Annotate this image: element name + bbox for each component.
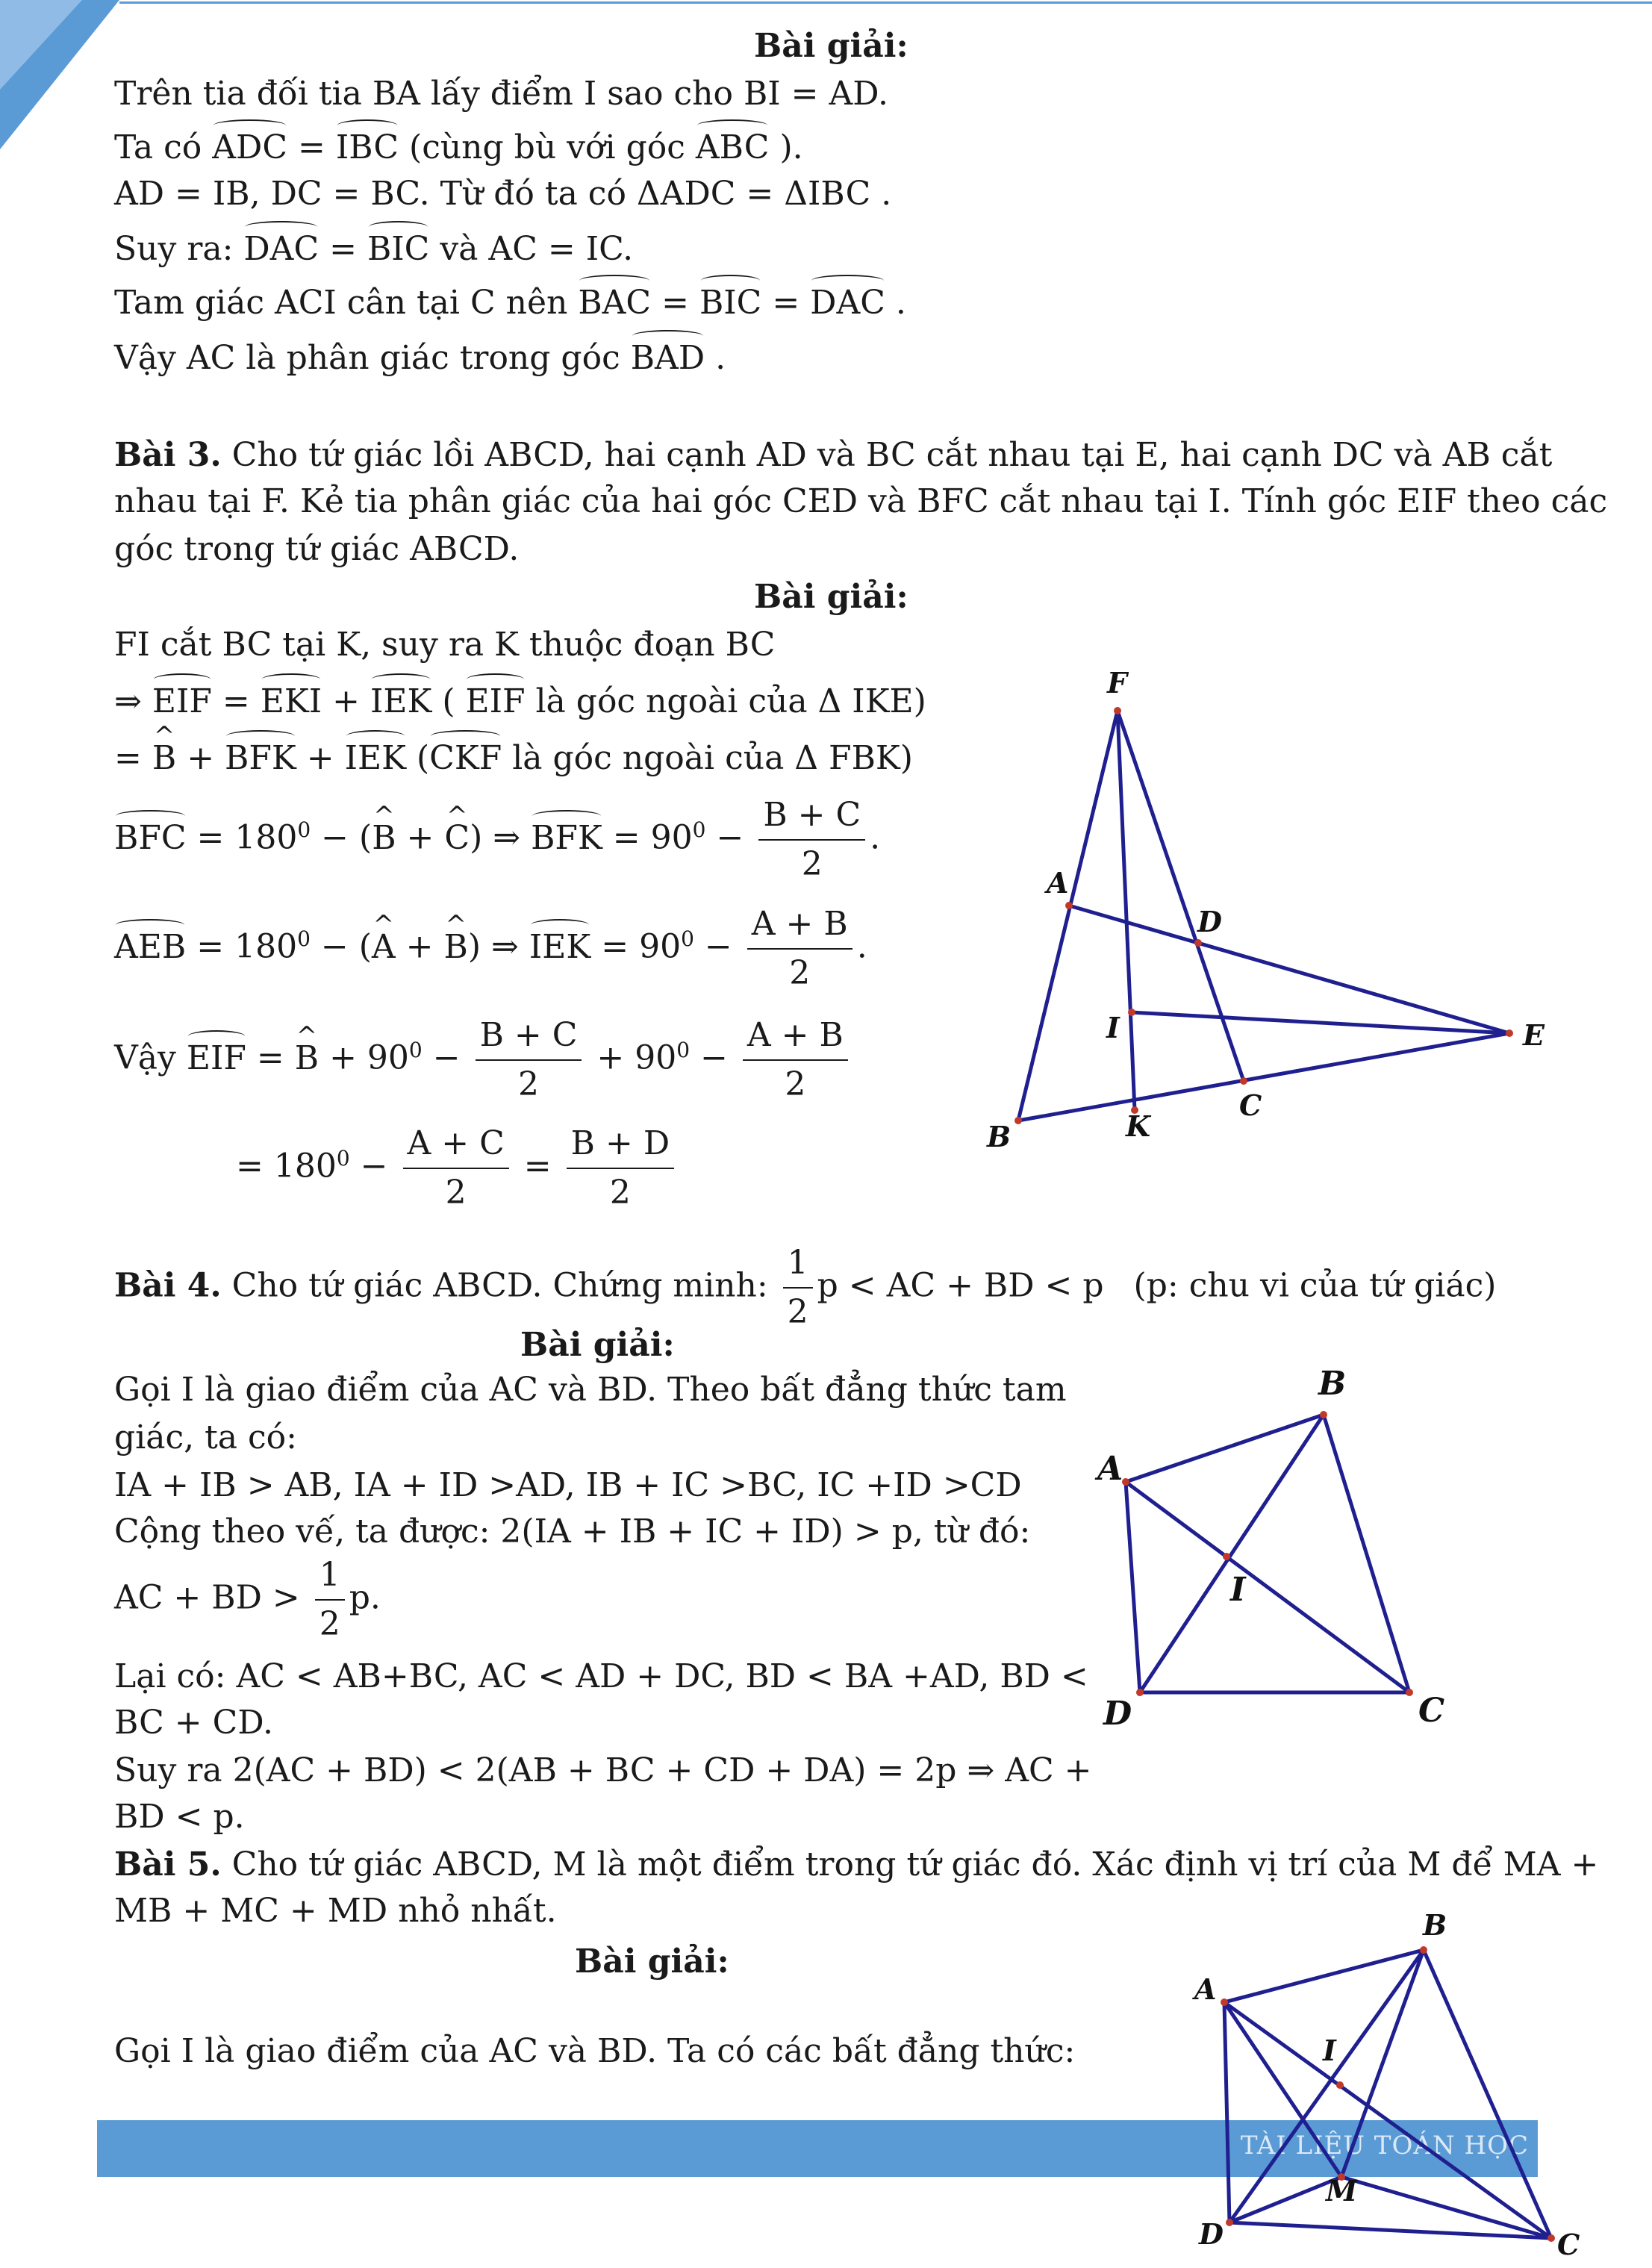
bai4-step-4: Cộng theo vế, ta được: 2(IA + IB + IC + ID) > p, từ đó: xyxy=(114,1512,1031,1551)
fig3-label-B: B xyxy=(987,1120,1012,1153)
prev-line-2: Ta có ADC = IBC (cùng bù với góc ABC ). xyxy=(114,124,803,172)
fig4-label-B: B xyxy=(1318,1365,1347,1403)
bai3-step-3: = ^ B + BFK + IEK (CKF là góc ngoài của Δ FBK) xyxy=(114,735,913,782)
bai4-step-7: BC + CD. xyxy=(114,1704,274,1742)
bai3-prompt-line-3: góc trong tứ giác ABCD. xyxy=(114,530,520,568)
bai3-step-4: BFC = $180^0$ − (^ B + ^ C) ⇒ BFK = $90^0$ − $\frac{B + C}{2}$ . xyxy=(114,791,880,888)
bai3-label: Bài 3. xyxy=(114,436,222,474)
bai3-step-7: = $180^0$ − $\frac{A + C}{2}$ = $\frac{B + D}{2}$ xyxy=(236,1120,679,1217)
fig4-label-I: I xyxy=(1230,1571,1246,1609)
figure-bai4 xyxy=(1075,1344,1493,1747)
footer-text: TÀI LIỆU TOÁN HỌC xyxy=(1240,2131,1529,2160)
fig5-label-I: I xyxy=(1323,2034,1336,2067)
fig3-label-D: D xyxy=(1197,905,1222,938)
bai3-prompt-line-2: nhau tại F. Kẻ tia phân giác của hai góc CED và BFC cắt nhau tại I. Tính góc EIF theo các xyxy=(114,482,1608,520)
bai5-solution-title: Bài giải: xyxy=(575,1943,729,1981)
corner-decoration xyxy=(0,0,127,149)
fig3-label-E: E xyxy=(1523,1018,1545,1052)
solution-title-2: Bài giải: xyxy=(754,27,908,65)
bai4-solution-title: Bài giải: xyxy=(520,1326,675,1364)
bai5-step-1: Gọi I là giao điểm của AC và BD. Ta có các bất đẳng thức: xyxy=(114,2032,1076,2070)
fig5-label-A: A xyxy=(1194,1972,1217,2006)
bai3-step-6: Vậy EIF = ^ $B + 90^0$ − $\frac{B + C}{2}$ + $90^0$ − $\frac{A + B}{2}$ xyxy=(114,1012,853,1109)
quad-ABCD xyxy=(1224,1950,1551,2238)
bai3-step-2: ⇒ EIF = EKI + IEK ( EIF là góc ngoài của Δ IKE) xyxy=(114,678,926,726)
fig3-label-A: A xyxy=(1047,866,1069,900)
bai5-prompt-line-2: MB + MC + MD nhỏ nhất. xyxy=(114,1892,557,1930)
bai4-label: Bài 4. xyxy=(114,1266,222,1305)
segment-BM xyxy=(1341,1950,1424,2177)
bai3-solution-title: Bài giải: xyxy=(754,578,908,616)
bai4-step-1: Gọi I là giao điểm của AC và BD. Theo bất đẳng thức tam xyxy=(114,1371,1067,1409)
top-rule xyxy=(119,1,1652,4)
segment-BD xyxy=(1140,1415,1324,1692)
bai4-step-9: BD < p. xyxy=(114,1798,245,1836)
bai4-step-5: AC + BD > $\frac{1}{2}$ p. xyxy=(114,1551,381,1648)
prev-line-5: Tam giác ACI cân tại C nên BAC = BIC = DAC . xyxy=(114,279,906,327)
segment-AC xyxy=(1126,1482,1409,1692)
fig5-label-C: C xyxy=(1557,2228,1580,2261)
bai3-step-5: AEB = $180^0$ − (^ A + ^ B) ⇒ IEK = $90^0$ − $\frac{A + B}{2}$ . xyxy=(114,900,867,997)
figure-bai3 xyxy=(970,657,1583,1165)
bai3-prompt-line-1: Bài 3. Cho tứ giác lồi ABCD, hai cạnh AD và BC cắt nhau tại E, hai cạnh DC và AB cắt xyxy=(114,436,1553,474)
fig4-label-D: D xyxy=(1103,1695,1132,1733)
bai3-step-1: FI cắt BC tại K, suy ra K thuộc đoạn BC xyxy=(114,626,776,664)
fig5-label-D: D xyxy=(1199,2217,1224,2251)
fig4-label-C: C xyxy=(1418,1692,1445,1730)
fig4-label-A: A xyxy=(1097,1450,1123,1488)
bai4-step-3: IA + IB > AB, IA + ID >AD, IB + IC >BC, IC +ID >CD xyxy=(114,1466,1022,1504)
bai4-step-8: Suy ra 2(AC + BD) < 2(AB + BC + CD + DA) = 2p ⇒ AC + xyxy=(114,1751,1092,1789)
segment-BE xyxy=(1018,1033,1509,1121)
bai4-step-6: Lại có: AC < AB+BC, AC < AD + DC, BD < BA +AD, BD < xyxy=(114,1657,1088,1695)
fig3-label-I: I xyxy=(1106,1011,1120,1044)
prev-line-6: Vậy AC là phân giác trong góc BAD . xyxy=(114,334,726,382)
fig5-label-M: M xyxy=(1326,2174,1358,2208)
segment-FK xyxy=(1118,711,1135,1110)
fig5-label-B: B xyxy=(1423,1908,1447,1942)
prev-line-3: AD = IB, DC = BC. Từ đó ta có ΔADC = ΔIBC . xyxy=(114,175,892,213)
bai5-label: Bài 5. xyxy=(114,1845,222,1884)
fig3-label-F: F xyxy=(1107,666,1127,700)
figure-bai5 xyxy=(1179,1896,1598,2268)
segment-FC xyxy=(1118,711,1244,1081)
bai4-prompt-line-1: Bài 4. Cho tứ giác ABCD. Chứng minh: $\frac{1}{2}$ p < AC + BD < p (p: chu vi của tứ giác) xyxy=(114,1239,1496,1336)
fig3-label-C: C xyxy=(1239,1088,1262,1122)
fig3-label-K: K xyxy=(1126,1109,1151,1143)
prev-line-1: Trên tia đối tia BA lấy điểm I sao cho BI = AD. xyxy=(114,75,888,113)
bai5-prompt-line-1: Bài 5. Cho tứ giác ABCD, M là một điểm trong tứ giác đó. Xác định vị trí của M để MA + xyxy=(114,1845,1599,1884)
bai4-step-2: giác, ta có: xyxy=(114,1418,297,1457)
prev-line-4: Suy ra: DAC = BIC và AC = IC. xyxy=(114,225,633,273)
